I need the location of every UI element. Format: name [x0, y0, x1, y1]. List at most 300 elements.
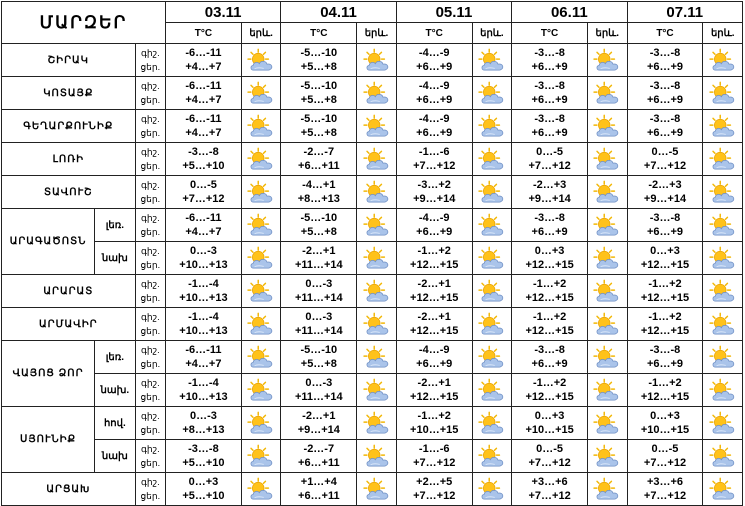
region-name: ՍՅՈՒՆԻՔ — [2, 407, 95, 473]
day-temperature: +6…+9 — [416, 61, 453, 73]
partly-cloudy-sun-icon — [708, 447, 738, 464]
weather-cell — [588, 275, 627, 308]
night-temperature: -6…-11 — [185, 80, 222, 92]
day-temperature: +6…+9 — [646, 226, 684, 238]
weather-cell — [703, 374, 743, 407]
weather-cell — [472, 407, 511, 440]
temperature-cell — [396, 473, 472, 506]
night-temperature: -5…-10 — [300, 80, 338, 92]
time-label — [135, 143, 165, 176]
temperature-cell — [396, 44, 472, 77]
night-temperature: 0…-3 — [305, 377, 333, 389]
weather-cell — [241, 176, 280, 209]
region-name: ԼՈՌԻ — [2, 143, 136, 176]
day-temperature: +5…+10 — [182, 490, 225, 502]
day-temperature: +5…+10 — [182, 160, 225, 172]
partly-cloudy-sun-icon — [708, 117, 738, 134]
day-temperature: +5…+8 — [300, 226, 337, 238]
temp-subheader: T°C — [165, 23, 241, 44]
day-temperature: +7…+12 — [528, 490, 571, 502]
weather-cell — [472, 143, 511, 176]
temperature-cell — [627, 308, 703, 341]
night-temperature: -5…-10 — [300, 344, 338, 356]
night-label: գիշ. — [140, 477, 160, 487]
partly-cloudy-sun-icon — [477, 315, 507, 332]
weather-cell — [703, 341, 743, 374]
temperature-cell — [396, 407, 472, 440]
night-temperature: -3…-8 — [649, 80, 681, 92]
day-label: ցեր. — [140, 392, 161, 402]
night-temperature: -2…+3 — [532, 179, 567, 191]
temperature-cell — [627, 473, 703, 506]
day-label: ցեր. — [140, 293, 161, 303]
partly-cloudy-sun-icon — [362, 117, 392, 134]
partly-cloudy-sun-icon — [246, 348, 276, 365]
subregion-label: նախ — [95, 242, 135, 275]
night-temperature: -2…-7 — [303, 443, 335, 455]
partly-cloudy-sun-icon — [708, 84, 738, 101]
night-temperature: -3…-8 — [649, 113, 681, 125]
weather-cell — [357, 143, 396, 176]
night-temperature: 0…+3 — [534, 245, 565, 257]
weather-cell — [241, 44, 280, 77]
night-temperature: -1…+2 — [648, 311, 682, 323]
weather-cell — [241, 374, 280, 407]
day-temperature: +5…+10 — [182, 457, 225, 469]
region-row — [2, 473, 743, 506]
night-label: գիշ. — [140, 345, 160, 355]
weather-cell — [588, 308, 627, 341]
temperature-cell — [281, 44, 357, 77]
weather-cell — [588, 473, 627, 506]
temperature-cell — [627, 44, 703, 77]
day-temperature: +12…+15 — [525, 391, 574, 403]
day-temperature: +12…+15 — [640, 391, 690, 403]
time-label — [135, 440, 165, 473]
temperature-cell — [512, 308, 588, 341]
partly-cloudy-sun-icon — [362, 480, 392, 497]
day-temperature: +4…+7 — [185, 127, 222, 139]
partly-cloudy-sun-icon — [246, 216, 276, 233]
day-temperature: +4…+7 — [185, 226, 222, 238]
day-temperature: +4…+7 — [185, 94, 222, 106]
temperature-cell — [281, 473, 357, 506]
temperature-cell — [281, 308, 357, 341]
weather-cell — [472, 77, 511, 110]
partly-cloudy-sun-icon — [477, 447, 507, 464]
day-temperature: +12…+15 — [410, 259, 459, 271]
night-temperature: -4…-9 — [418, 80, 450, 92]
weather-cell — [357, 440, 396, 473]
night-temperature: -4…+1 — [302, 179, 336, 191]
temperature-cell — [627, 209, 703, 242]
night-temperature: -2…+1 — [417, 278, 451, 290]
date-header: 07.11 — [627, 2, 742, 23]
region-row — [2, 275, 743, 308]
day-temperature: +9…+14 — [528, 193, 571, 205]
region-name: ԱՐԱԳԱԾՈՏՆ — [2, 209, 95, 275]
day-label: ցեր. — [140, 62, 161, 72]
night-temperature: -1…-4 — [188, 377, 219, 389]
day-label: ցեր. — [140, 491, 161, 501]
night-temperature: 0…-5 — [189, 179, 217, 191]
night-label: գիշ. — [140, 279, 160, 289]
weather-cell — [357, 176, 396, 209]
partly-cloudy-sun-icon — [708, 480, 738, 497]
day-temperature: +4…+7 — [185, 61, 222, 73]
weather-cell — [703, 44, 743, 77]
night-temperature: 0…-5 — [651, 146, 679, 158]
partly-cloudy-sun-icon — [246, 249, 276, 266]
partly-cloudy-sun-icon — [708, 414, 738, 431]
weather-cell — [241, 143, 280, 176]
region-name: ԿՈՏԱՅՔ — [2, 77, 136, 110]
subregion-label: հով. — [95, 407, 135, 440]
forecast-table — [1, 1, 743, 506]
night-label: գիշ. — [140, 81, 160, 91]
day-temperature: +9…+14 — [413, 193, 456, 205]
night-temperature: -5…-10 — [300, 47, 338, 59]
weather-cell — [241, 473, 280, 506]
temperature-cell — [627, 440, 703, 473]
region-row — [2, 308, 743, 341]
weather-cell — [588, 341, 627, 374]
temperature-cell — [627, 143, 703, 176]
partly-cloudy-sun-icon — [477, 414, 507, 431]
night-temperature: -6…-11 — [185, 113, 222, 125]
temperature-cell — [165, 176, 241, 209]
weather-cell — [588, 44, 627, 77]
partly-cloudy-sun-icon — [362, 183, 392, 200]
weather-cell — [588, 374, 627, 407]
day-temperature: +10…+15 — [525, 424, 574, 436]
weather-cell — [472, 242, 511, 275]
day-label: ցեր. — [140, 128, 161, 138]
night-label: գիշ. — [140, 180, 160, 190]
day-temperature: +6…+9 — [416, 127, 453, 139]
night-temperature: -3…-8 — [534, 212, 565, 224]
partly-cloudy-sun-icon — [477, 117, 507, 134]
weather-cell — [703, 242, 743, 275]
temperature-cell — [165, 374, 241, 407]
temperature-cell — [281, 341, 357, 374]
subregion-label: լեռ. — [95, 341, 135, 374]
partly-cloudy-sun-icon — [246, 381, 276, 398]
partly-cloudy-sun-icon — [246, 414, 276, 431]
night-temperature: 0…+3 — [650, 245, 680, 257]
weather-cell — [357, 77, 396, 110]
day-temperature: +12…+15 — [525, 259, 574, 271]
night-temperature: -3…-8 — [534, 344, 565, 356]
weather-cell — [703, 473, 743, 506]
phenomena-subheader: երև. — [703, 23, 743, 44]
temperature-cell — [165, 473, 241, 506]
weather-cell — [357, 110, 396, 143]
temperature-cell — [396, 308, 472, 341]
day-temperature: +10…+13 — [179, 292, 228, 304]
night-temperature: 0…-5 — [536, 443, 564, 455]
day-temperature: +6…+9 — [531, 358, 568, 370]
day-temperature: +12…+15 — [410, 325, 459, 337]
night-temperature: -6…-11 — [185, 47, 222, 59]
temperature-cell — [512, 110, 588, 143]
time-label — [135, 308, 165, 341]
night-temperature: -2…+1 — [302, 245, 336, 257]
region-row — [2, 341, 743, 374]
partly-cloudy-sun-icon — [246, 84, 276, 101]
night-temperature: 0…-5 — [536, 146, 564, 158]
temperature-cell — [396, 440, 472, 473]
weather-cell — [357, 242, 396, 275]
night-temperature: -4…-9 — [418, 344, 450, 356]
temp-subheader: T°C — [512, 23, 588, 44]
night-temperature: -2…+1 — [417, 377, 451, 389]
weather-cell — [241, 440, 280, 473]
region-row — [2, 143, 743, 176]
partly-cloudy-sun-icon — [362, 447, 392, 464]
day-temperature: +6…+9 — [531, 226, 568, 238]
region-row — [2, 407, 743, 440]
day-temperature: +12…+15 — [525, 292, 574, 304]
partly-cloudy-sun-icon — [592, 183, 622, 200]
temperature-cell — [512, 341, 588, 374]
day-temperature: +12…+15 — [640, 292, 690, 304]
weather-cell — [472, 275, 511, 308]
partly-cloudy-sun-icon — [477, 348, 507, 365]
partly-cloudy-sun-icon — [592, 381, 622, 398]
temperature-cell — [512, 176, 588, 209]
region-name: ԱՐՄԱՎԻՐ — [2, 308, 136, 341]
partly-cloudy-sun-icon — [362, 315, 392, 332]
weather-cell — [241, 209, 280, 242]
partly-cloudy-sun-icon — [362, 414, 392, 431]
weather-cell — [357, 308, 396, 341]
temperature-cell — [165, 341, 241, 374]
time-label — [135, 77, 165, 110]
temperature-cell — [512, 242, 588, 275]
weather-cell — [588, 176, 627, 209]
day-temperature: +6…+9 — [531, 61, 568, 73]
time-label — [135, 407, 165, 440]
temperature-cell — [627, 407, 703, 440]
partly-cloudy-sun-icon — [362, 150, 392, 167]
temperature-cell — [281, 242, 357, 275]
temperature-cell — [512, 275, 588, 308]
day-temperature: +6…+9 — [531, 127, 568, 139]
night-label: գիշ. — [140, 312, 160, 322]
day-temperature: +6…+9 — [416, 94, 453, 106]
partly-cloudy-sun-icon — [708, 183, 738, 200]
region-row — [2, 374, 743, 407]
weather-cell — [703, 275, 743, 308]
night-temperature: -3…-8 — [188, 443, 219, 455]
temp-subheader: T°C — [281, 23, 357, 44]
temperature-cell — [165, 308, 241, 341]
phenomena-subheader: երև. — [472, 23, 511, 44]
day-temperature: +4…+7 — [185, 358, 222, 370]
temperature-cell — [281, 440, 357, 473]
day-temperature: +6…+11 — [298, 457, 340, 469]
date-header: 03.11 — [165, 2, 280, 23]
day-temperature: +8…+13 — [297, 193, 340, 205]
regions-header: ՄԱՐԶԵՐ — [2, 2, 166, 44]
weather-cell — [241, 275, 280, 308]
partly-cloudy-sun-icon — [246, 150, 276, 167]
night-temperature: -1…+2 — [648, 377, 682, 389]
region-row — [2, 110, 743, 143]
day-label: ցեր. — [140, 260, 161, 270]
night-temperature: 0…-3 — [189, 245, 217, 257]
temperature-cell — [165, 242, 241, 275]
partly-cloudy-sun-icon — [592, 480, 622, 497]
partly-cloudy-sun-icon — [246, 447, 276, 464]
temperature-cell — [165, 143, 241, 176]
partly-cloudy-sun-icon — [362, 282, 392, 299]
temperature-cell — [627, 275, 703, 308]
night-temperature: -5…-10 — [300, 212, 338, 224]
day-temperature: +12…+15 — [410, 391, 459, 403]
partly-cloudy-sun-icon — [708, 381, 738, 398]
partly-cloudy-sun-icon — [592, 282, 622, 299]
night-temperature: -4…-9 — [418, 47, 450, 59]
day-temperature: +11…+14 — [294, 325, 343, 337]
time-label — [135, 242, 165, 275]
day-temperature: +10…+13 — [179, 391, 228, 403]
partly-cloudy-sun-icon — [477, 480, 507, 497]
night-label: գիշ. — [140, 48, 160, 58]
weather-cell — [472, 341, 511, 374]
temperature-cell — [165, 77, 241, 110]
night-temperature: 0…-3 — [189, 410, 217, 422]
time-label — [135, 341, 165, 374]
day-label: ցեր. — [140, 458, 161, 468]
weather-cell — [703, 407, 743, 440]
day-temperature: +6…+9 — [646, 94, 684, 106]
night-temperature: -1…+2 — [648, 278, 682, 290]
region-name: ԳԵՂԱՐՔՈՒՆԻՔ — [2, 110, 136, 143]
day-temperature: +11…+14 — [294, 259, 343, 271]
weather-cell — [357, 407, 396, 440]
weather-cell — [703, 176, 743, 209]
date-header: 06.11 — [512, 2, 627, 23]
weather-cell — [588, 77, 627, 110]
time-label — [135, 473, 165, 506]
partly-cloudy-sun-icon — [592, 249, 622, 266]
night-temperature: -3…-8 — [649, 212, 681, 224]
weather-cell — [703, 143, 743, 176]
partly-cloudy-sun-icon — [362, 381, 392, 398]
day-temperature: +11…+14 — [294, 292, 343, 304]
temperature-cell — [396, 77, 472, 110]
weather-cell — [241, 407, 280, 440]
region-name: ՏԱՎՈՒՇ — [2, 176, 136, 209]
region-name: ՇԻՐԱԿ — [2, 44, 136, 77]
partly-cloudy-sun-icon — [362, 216, 392, 233]
temperature-cell — [512, 44, 588, 77]
partly-cloudy-sun-icon — [362, 51, 392, 68]
temperature-cell — [396, 143, 472, 176]
partly-cloudy-sun-icon — [246, 117, 276, 134]
partly-cloudy-sun-icon — [708, 216, 738, 233]
night-temperature: -3…-8 — [534, 80, 565, 92]
temperature-cell — [512, 440, 588, 473]
temperature-cell — [627, 176, 703, 209]
partly-cloudy-sun-icon — [592, 315, 622, 332]
partly-cloudy-sun-icon — [477, 381, 507, 398]
region-name: ԱՐԱՐԱՏ — [2, 275, 136, 308]
partly-cloudy-sun-icon — [592, 117, 622, 134]
weather-cell — [357, 44, 396, 77]
night-temperature: 0…-5 — [651, 443, 679, 455]
subregion-label: նախ. — [95, 374, 135, 407]
night-temperature: -2…+1 — [417, 311, 451, 323]
weather-cell — [472, 440, 511, 473]
night-label: գիշ. — [140, 444, 160, 454]
night-temperature: +2…+5 — [416, 476, 453, 488]
partly-cloudy-sun-icon — [477, 249, 507, 266]
partly-cloudy-sun-icon — [592, 216, 622, 233]
partly-cloudy-sun-icon — [477, 216, 507, 233]
temperature-cell — [512, 77, 588, 110]
night-temperature: +3…+6 — [531, 476, 568, 488]
region-name: ՎԱՅՈՑ ՁՈՐ — [2, 341, 95, 407]
night-temperature: -3…+2 — [417, 179, 451, 191]
date-header: 05.11 — [396, 2, 511, 23]
region-row — [2, 77, 743, 110]
night-temperature: 0…+3 — [650, 410, 680, 422]
temperature-cell — [627, 110, 703, 143]
time-label — [135, 44, 165, 77]
day-temperature: +7…+12 — [643, 160, 687, 172]
subregion-label: լեռ. — [95, 209, 135, 242]
region-name: ԱՐՑԱԽ — [2, 473, 136, 506]
weather-cell — [357, 209, 396, 242]
temperature-cell — [165, 407, 241, 440]
weather-cell — [588, 209, 627, 242]
day-temperature: +8…+13 — [182, 424, 225, 436]
temp-subheader: T°C — [627, 23, 703, 44]
partly-cloudy-sun-icon — [592, 84, 622, 101]
temperature-cell — [281, 77, 357, 110]
weather-cell — [472, 110, 511, 143]
weather-cell — [357, 374, 396, 407]
weather-cell — [703, 209, 743, 242]
time-label — [135, 374, 165, 407]
night-temperature: -4…-9 — [418, 113, 450, 125]
day-temperature: +10…+13 — [179, 325, 228, 337]
day-temperature: +7…+12 — [643, 457, 687, 469]
temperature-cell — [281, 209, 357, 242]
temperature-cell — [396, 341, 472, 374]
temperature-cell — [396, 209, 472, 242]
day-temperature: +6…+9 — [646, 358, 684, 370]
weather-cell — [241, 110, 280, 143]
night-temperature: -1…-4 — [188, 311, 219, 323]
region-row — [2, 176, 743, 209]
temperature-cell — [281, 275, 357, 308]
weather-cell — [472, 374, 511, 407]
day-label: ցեր. — [140, 95, 161, 105]
day-temperature: +6…+9 — [646, 127, 684, 139]
region-row — [2, 209, 743, 242]
day-temperature: +7…+12 — [413, 160, 456, 172]
weather-cell — [241, 77, 280, 110]
partly-cloudy-sun-icon — [477, 150, 507, 167]
date-header: 04.11 — [281, 2, 396, 23]
temperature-cell — [512, 143, 588, 176]
temperature-cell — [281, 176, 357, 209]
partly-cloudy-sun-icon — [592, 447, 622, 464]
